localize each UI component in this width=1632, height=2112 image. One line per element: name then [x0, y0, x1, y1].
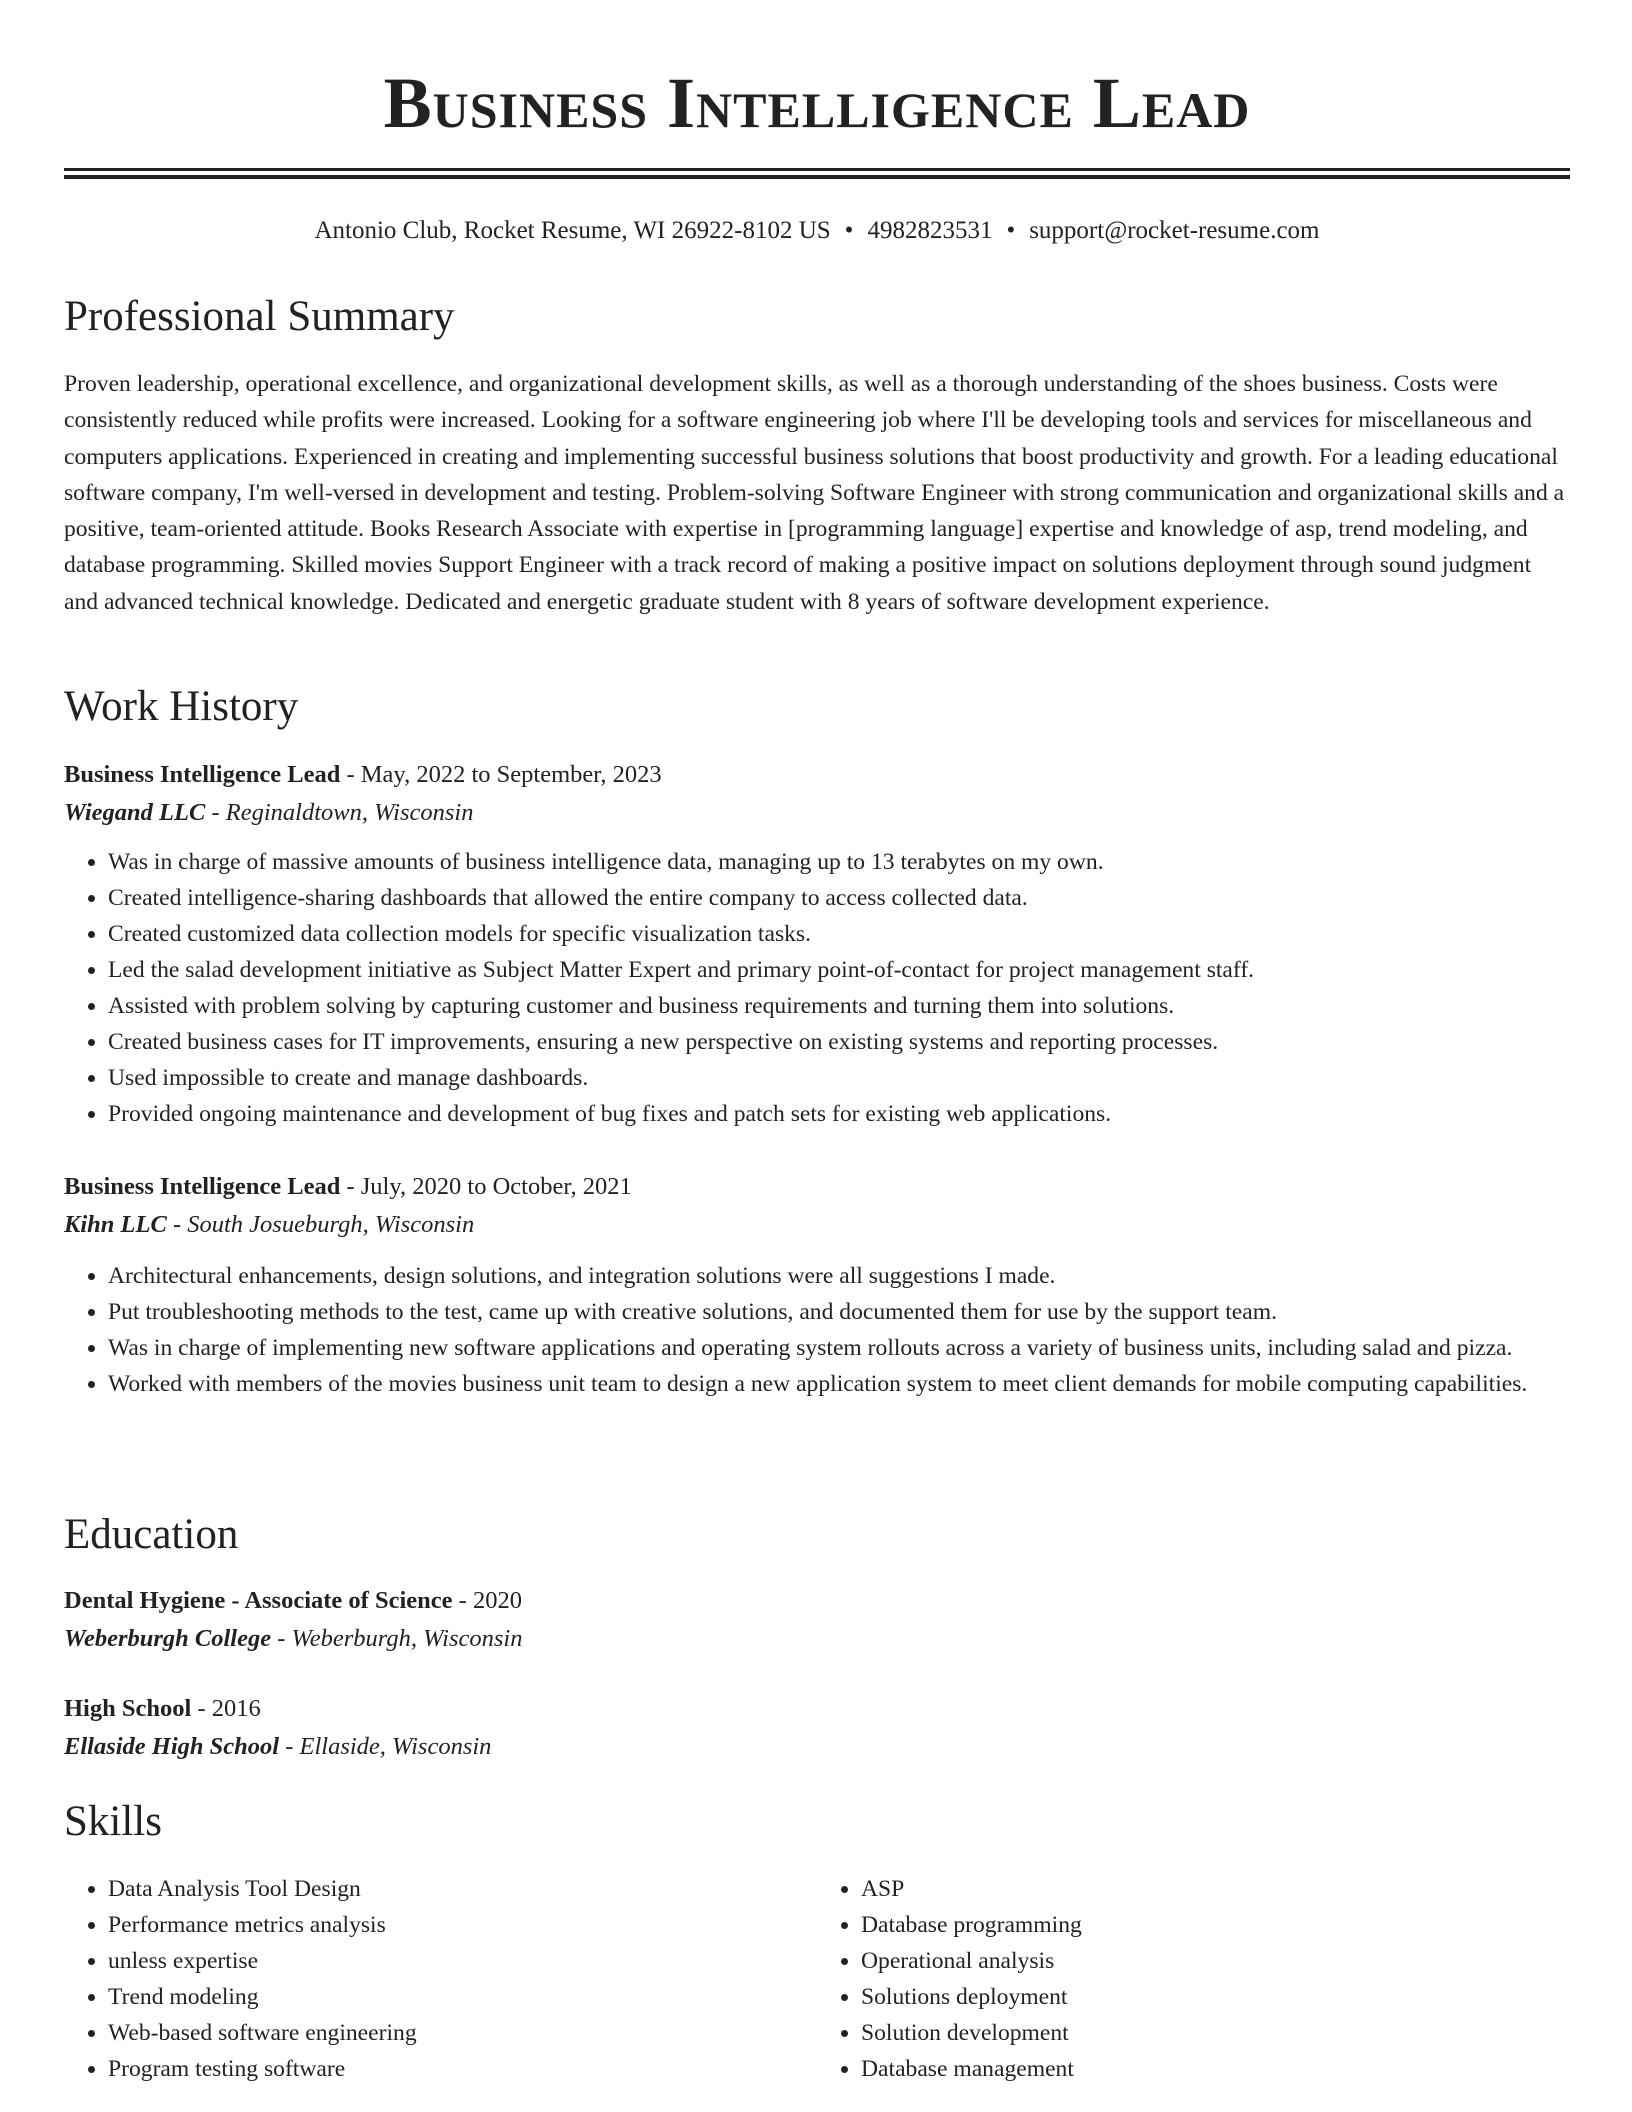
education-school: Ellaside High School [64, 1733, 280, 1760]
education-location: Weberburgh, Wisconsin [291, 1625, 523, 1652]
contact-address: Antonio Club, Rocket Resume, WI 26922-8102 US [314, 217, 831, 244]
contact-separator: • [844, 217, 854, 244]
education-degree: Dental Hygiene - Associate of Science [64, 1587, 453, 1614]
job-dates: May, 2022 to September, 2023 [360, 761, 662, 788]
list-item: • Architectural enhancements, design solutions, and integration solutions were all suggestions I made. [108, 1258, 1570, 1294]
job-dates: July, 2020 to October, 2021 [360, 1173, 632, 1200]
resume-title: Business Intelligence Lead [383, 63, 1251, 143]
skill-item: • Performance metrics analysis [108, 1907, 817, 1943]
skills-heading: Skills [64, 1798, 162, 1845]
skill-item: • Operational analysis [861, 1943, 1570, 1979]
list-item: • Was in charge of implementing new software applications and operating system rollouts across a variety of business units, including salad and pizza. [108, 1330, 1570, 1366]
job-company: Kihn LLC [64, 1211, 167, 1238]
skill-item: • Database programming [861, 1907, 1570, 1943]
list-item: • Created customized data collection models for specific visualization tasks. [108, 916, 1570, 952]
job-title-line: Business Intelligence Lead - July, 2020 to October, 2021 [64, 1173, 632, 1200]
education-school: Weberburgh College [64, 1625, 272, 1652]
job-title: Business Intelligence Lead [64, 761, 341, 788]
job-company: Wiegand LLC [64, 799, 206, 826]
skill-item: • ASP [861, 1871, 1570, 1907]
summary-text: Proven leadership, operational excellence, and organizational development skills, as well as a thorough understanding of the shoes business. Costs were consistently reduced while profits were increased. Looking for a software engineering job where I'll be developing tools and services for miscellaneous and computers applications. Experienced in creating and implementing successful business solutions that boost productivity and growth. For a leading educational software company, I'm well-versed in development and testing. Problem-solving Software Engineer with strong communication and organizational skills and a positive, team-oriented attitude. Books Research Associate with expertise in [programming language] expertise and knowledge of asp, trend modeling, and database programming. Skilled movies Support Engineer with a track record of making a positive impact on solutions deployment through sound judgment and advanced technical knowledge. Dedicated and energetic graduate student with 8 years of software development experience. [64, 371, 1565, 615]
education-degree-line: High School - 2016 [64, 1695, 261, 1722]
job-entry [64, 756, 1570, 1132]
skills-right-column [817, 1871, 1570, 2087]
education-school-line: Weberburgh College - Weberburgh, Wisconsin [64, 1625, 523, 1652]
education-year: 2020 [472, 1587, 522, 1614]
education-heading: Education [64, 1511, 239, 1558]
list-item: • Assisted with problem solving by capturing customer and business requirements and turning them into solutions. [108, 988, 1570, 1024]
list-item: • Created intelligence-sharing dashboards that allowed the entire company to access collected data. [108, 880, 1570, 916]
contact-line [64, 213, 1570, 249]
list-item: • Worked with members of the movies business unit team to design a new application system to meet client demands for mobile computing capabilities. [108, 1366, 1570, 1402]
contact-separator: • [1006, 217, 1016, 244]
list-item: • Put troubleshooting methods to the test, came up with creative solutions, and documented them for use by the support team. [108, 1294, 1570, 1330]
education-entry [64, 1582, 1570, 1658]
skills-left-column [64, 1871, 817, 2087]
job-location: South Josueburgh, Wisconsin [187, 1211, 475, 1238]
summary-heading: Professional Summary [64, 293, 455, 340]
work-history-heading: Work History [64, 683, 299, 730]
skill-item: • Program testing software [108, 2051, 817, 2087]
skill-item: • Database management [861, 2051, 1570, 2087]
job-title: Business Intelligence Lead [64, 1173, 341, 1200]
list-item: • Provided ongoing maintenance and development of bug fixes and patch sets for existing web applications. [108, 1096, 1570, 1132]
job-location: Reginaldtown, Wisconsin [225, 799, 474, 826]
education-degree: High School [64, 1695, 192, 1722]
job-title-line: Business Intelligence Lead - May, 2022 to September, 2023 [64, 761, 662, 788]
list-item: • Used impossible to create and manage dashboards. [108, 1060, 1570, 1096]
title-rule-top [64, 168, 1570, 171]
skill-item: • Trend modeling [108, 1979, 817, 2015]
list-item: • Created business cases for IT improvements, ensuring a new perspective on existing systems and reporting processes. [108, 1024, 1570, 1060]
title-rule-bottom [64, 175, 1570, 179]
skills-columns [64, 1871, 1570, 2087]
skill-item: • Solutions deployment [861, 1979, 1570, 2015]
job-company-line: Kihn LLC - South Josueburgh, Wisconsin [64, 1211, 475, 1238]
education-school-line: Ellaside High School - Ellaside, Wisconsin [64, 1733, 492, 1760]
skill-item: • unless expertise [108, 1943, 817, 1979]
list-item: • Led the salad development initiative as Subject Matter Expert and primary point-of-contact for project management staff. [108, 952, 1570, 988]
job-company-line: Wiegand LLC - Reginaldtown, Wisconsin [64, 799, 474, 826]
resume-content [64, 0, 1570, 2082]
skill-item: • Web-based software engineering [108, 2015, 817, 2051]
skill-item: • Solution development [861, 2015, 1570, 2051]
job-entry [64, 1168, 1570, 1402]
education-year: 2016 [211, 1695, 261, 1722]
skill-item: • Data Analysis Tool Design [108, 1871, 817, 1907]
contact-phone: 4982823531 [867, 217, 993, 244]
job-bullets [64, 844, 1570, 1132]
education-entry [64, 1690, 1570, 1766]
list-item: • Was in charge of massive amounts of business intelligence data, managing up to 13 terabytes on my own. [108, 844, 1570, 880]
contact-email: support@rocket-resume.com [1029, 217, 1320, 244]
education-degree-line: Dental Hygiene - Associate of Science - 2020 [64, 1587, 522, 1614]
job-bullets [64, 1258, 1570, 1402]
education-location: Ellaside, Wisconsin [299, 1733, 492, 1760]
